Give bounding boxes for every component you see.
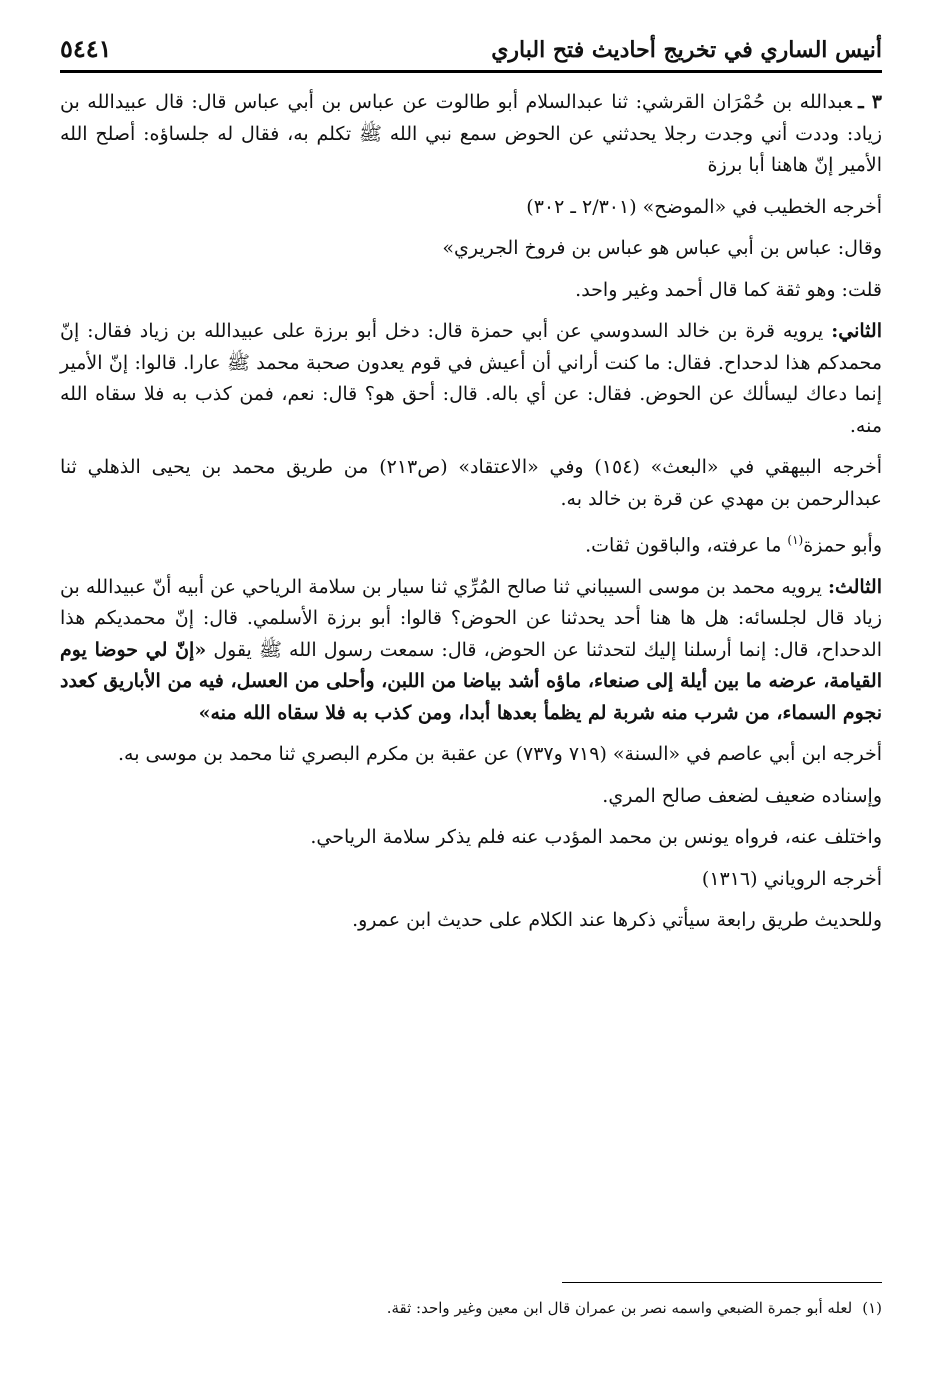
item-3-note: وقال: عباس بن أبي عباس هو عباس بن فروخ الجريري» [442, 237, 882, 259]
second-label: الثاني: [831, 320, 882, 342]
item-3-source: أخرجه الخطيب في «الموضح» (٢/٣٠١ ـ ٣٠٢) [526, 195, 882, 218]
item-3-text: عبدالله بن حُمْرَان القرشي: ثنا عبدالسلام أبو طالوت عن عباس بن أبي عباس قال: قال عبيدالله بن زياد: وددت أني وجدت رجلا يحدثني عن الحوض سمع نبي الله ﷺ تكلم به، فقال له جلساؤه: أصلح الله الأمير إنّ هاهنا أبا برزة [60, 91, 882, 176]
fourth-route-note: وللحديث طريق رابعة سيأتي ذكرها عند الكلام على حديث ابن عمرو. [352, 909, 882, 932]
second-note-end: ما عرفته، والباقون ثقات. [585, 534, 788, 557]
third-label: الثالث: [827, 575, 883, 598]
third-grading: وإسناده ضعيف لضعف صالح المري. [602, 784, 882, 807]
footnote-ref: (١) [787, 533, 804, 547]
third-variation: واختلف عنه، فرواه يونس بن محمد المؤدب عنه فلم يذكر سلامة الرياحي. [310, 826, 882, 849]
header-rule [60, 70, 882, 73]
running-header [60, 34, 882, 68]
second-source: أخرجه البيهقي في «البعث» (١٥٤) وفي «الاعتقاد» (ص٢١٣) من طريق محمد بن يحيى الذهلي ثنا عبدالرحمن بن مهدي عن قرة بن خالد به. [60, 456, 883, 510]
hadith-text: «إنّ لي حوضا يوم القيامة، عرضه ما بين أيلة إلى صنعاء، ماؤه أشد بياضا من اللبن، وأحلى من العسل، فيه من الأباريق كعدد نجوم السماء، من شرب منه شربة لم يظمأ بعدها أبدا، ومن كذب به فلا سقاه الله منه» [60, 638, 882, 724]
second-narrator-note [60, 525, 882, 562]
item-number: ٣ ـ [858, 91, 882, 113]
footnote [60, 1296, 882, 1320]
second-text: يرويه قرة بن خالد السدوسي عن أبي حمزة قال: دخل أبو برزة على عبيدالله بن زياد فقال: إنّ محمدكم هذا لدحداح. فقال: ما كنت أراني أن أعيش في قوم يعدون صحبة محمد ﷺ عارا. قالوا: إنّ الأمير إنما دعاك ليسألك عن الحوض. فقال: عن أي باله. قال: أحق هو؟ قال: نعم، فمن كذب به فلا سقاه الله منه. [60, 320, 882, 437]
page-body [60, 87, 882, 937]
running-title: أنيس الساري في تخريج أحاديث فتح الباري [491, 37, 882, 63]
footnote-text: لعله أبو جمرة الضبعي واسمه نصر بن عمران قال ابن معين وغير واحد: ثقة. [386, 1299, 853, 1317]
third-text: يرويه محمد بن موسى السيباني ثنا صالح المُرِّي ثنا سيار بن سلامة الرياحي عن أبيه أنّ عبيدالله بن زياد قال لجلسائه: هل ها هنا أحد يحدثنا عن الحوض؟ قالوا: أبو برزة الأسلمي. قال: إنّ محمديكم هذا الدحداح، قال: إنما أرسلنا إليك لتحدثنا عن الحوض، قال: سمعت رسول الله ﷺ يقول [60, 575, 882, 661]
footnote-rule [562, 1282, 882, 1283]
page-number: ٥٤٤١ [60, 34, 112, 63]
item-3-comment: قلت: وهو ثقة كما قال أحمد وغير واحد. [575, 278, 882, 301]
third-route-paragraph [60, 572, 882, 730]
item-3-paragraph [60, 87, 882, 182]
footnote-number: (١) [862, 1299, 882, 1317]
book-page [60, 34, 882, 1364]
third-source: أخرجه ابن أبي عاصم في «السنة» (٧١٩ و٧٣٧) عن عقبة بن مكرم البصري ثنا محمد بن موسى به. [117, 743, 882, 766]
second-note-start: وأبو حمزة [803, 534, 882, 557]
second-route-paragraph [60, 316, 882, 442]
third-source-2: أخرجه الروياني (١٣١٦) [701, 867, 882, 890]
